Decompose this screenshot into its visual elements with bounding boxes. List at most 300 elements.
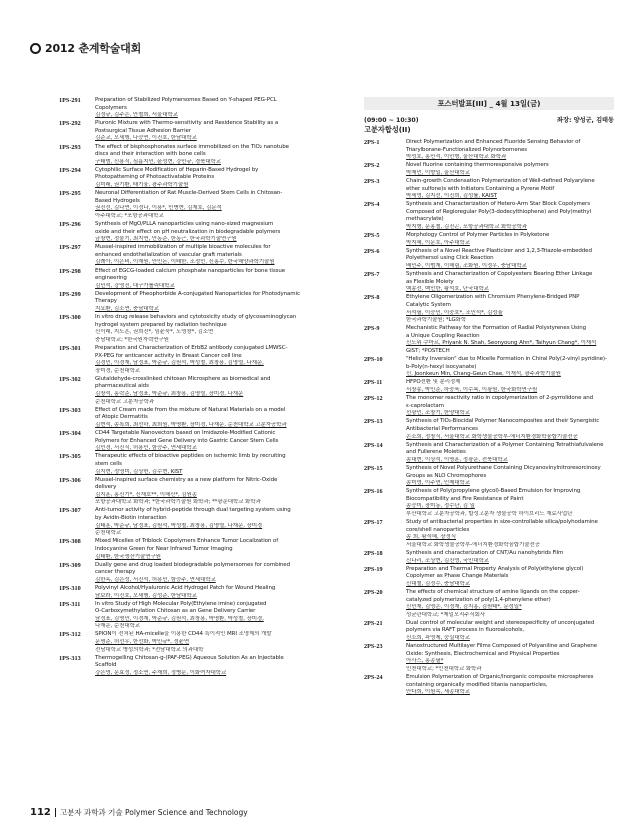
abstract-text-line: 포항공과대학교 화학과; *한국과학기술원 화학과; **광운대학교 화학과 (95, 499, 261, 506)
abstract-body (95, 655, 305, 678)
abstract-code: 1PS-312 (59, 631, 81, 639)
abstract-text-line: Study of antibacterial properties in size-controllable silica/polyhodamine (406, 519, 598, 526)
abstract-entry (59, 655, 305, 678)
author-line: 김미래, 권기환, 태기융, 광주과학기술원 (95, 182, 189, 189)
abstract-body (95, 291, 305, 314)
abstract-text-line: Novel fluorine containing thermoresponsive polymers (406, 162, 549, 169)
abstract-body (95, 453, 305, 476)
abstract-text-line: Polyethersol using Click Reaction (406, 255, 494, 262)
abstract-text-line: Therapy (95, 298, 117, 305)
abstract-text-line: Synthesis and Characterization of Copolyesters Bearing Ether Linkage (406, 271, 593, 278)
abstract-entry (364, 178, 614, 201)
journal-name: 고분자 과학과 기술 Polymer Science and Technology (59, 808, 248, 817)
abstract-code: 2PS-19 (364, 565, 383, 573)
left-column (59, 97, 305, 678)
author-line: 박지형, 문홍철, 김진곤, 포항공과대학교 화학공학과 (406, 224, 528, 231)
abstract-entry (59, 97, 305, 120)
abstract-code: 1PS-300 (59, 314, 81, 322)
abstract-code: 2PS-1 (364, 139, 380, 146)
author-line: 송 희, 황석혜, 장정식 (406, 534, 456, 541)
abstract-code: 1PS-310 (59, 584, 81, 592)
author-line: 남정표, 김명민, 이경재, 박준규, 김원석, 최창용, 박명환, 박성철, 장미경, (95, 615, 264, 622)
abstract-entry (59, 477, 305, 507)
abstract-text-line: Biocompatibility and Fire Resistance of Paint (406, 495, 524, 502)
abstract-entry (364, 620, 614, 643)
abstract-entry (59, 268, 305, 291)
author-line: 신소희, 곽영제, 숭실대학교 (406, 635, 470, 641)
author-line: 지요환, 김소연, 충남대학교 (95, 306, 159, 313)
footer-divider (55, 808, 56, 817)
abstract-code: 2PS-9 (364, 325, 380, 333)
abstract-text-line: Synthesis of a Novel Reactive Plasticizer and 1,2,3-Triazole-embedded (406, 247, 592, 254)
abstract-code: 1PS-295 (59, 190, 81, 198)
abstract-entry (364, 418, 614, 441)
abstract-text-line: Synthesis of Poly(propylene glycol)-Based Emulsion for Improving (406, 488, 581, 495)
abstract-entry (59, 507, 305, 537)
abstract-text-line: delivery (95, 484, 117, 491)
author-line: 금창현, 정물기, 최지연, 안동준, 한동근, 한국과학기술연구원 (95, 236, 237, 243)
abstract-code: 1PS-297 (59, 244, 81, 252)
abstract-body (95, 190, 305, 220)
abstract-text-line: Morphology Control of Polymer Particles in Polyketone (406, 232, 550, 239)
abstract-body (406, 465, 614, 488)
author-line: 김례아, 이은비, 이재원, 안인돈, 이태한, 조정민, 신홍수, 한국해양과학기술원 (95, 259, 275, 266)
abstract-text-line: 장미경, 순천대학교 (95, 367, 141, 374)
abstract-code: 1PS-296 (59, 221, 81, 228)
abstract-body (95, 601, 305, 631)
abstract-entry (364, 325, 614, 355)
abstract-text-line: Mixed Micelles of Triblock Copolymers Enhance Tumor Localization of (95, 538, 279, 545)
abstract-text-line: by Avidin-Biotin interaction (95, 515, 167, 522)
abstract-entry (364, 465, 614, 488)
abstract-text-line: Scaffold (95, 662, 117, 669)
abstract-body (406, 488, 614, 518)
author-line: 손소희, 정창식, 서울대학교 화학생물공학부-에너지환경화학융합기술전공 (406, 433, 578, 440)
abstract-code: 2PS-15 (364, 464, 383, 472)
abstract-text-line: In vitro drug release behaviors and cytotoxicity study of glycosaminoglycan (95, 314, 297, 321)
abstract-text-line: Mussel-inspired immobilization of multiple bioactive molecules for (95, 244, 271, 251)
abstract-text-line: 부산대학교 고분자공학과, 합성고분자 생물공학 하이브리드 재료사업단 (406, 511, 573, 517)
abstract-entry (364, 356, 614, 379)
author-line: 송승미, 장미동, 정수단, 김 일 (406, 503, 475, 510)
abstract-entry (364, 566, 614, 589)
abstract-text-line: Pluronic Mixture with Thermo-sensitivity and Residence Stability as a (95, 120, 279, 127)
author-line: 김현석, 송톡희, 최선하, 최희원, 박명환, 장미경, 나재운, 순천대학교 고분자공학과 (95, 421, 287, 428)
abstract-code: 2PS-16 (364, 488, 383, 496)
abstract-text-line: Triarylborane-Functionalized Polynorbornenes (406, 146, 528, 153)
abstract-body (406, 232, 614, 247)
abstract-code: 2PS-7 (364, 271, 380, 279)
abstract-text-line: 한국과학기술원; *LG화학 (406, 317, 467, 324)
session-time: (09:00 ~ 10:30) (364, 117, 419, 124)
abstract-text-line: methacrylate) (406, 216, 444, 223)
abstract-text-line: enhanced endothelialization of vascular graft materials (95, 251, 242, 258)
abstract-body (95, 407, 305, 430)
abstract-code: 1PS-292 (59, 120, 81, 128)
abstract-entry (59, 430, 305, 453)
abstract-code: 2PS-13 (364, 418, 383, 426)
author-line: 배민주, 이범재, 이해림, 조화원, 이정우, 충남대학교 (406, 263, 527, 269)
abstract-text-line: Glutaldehyde-crosslinked chitosan Microsphere as biomedical and (95, 375, 271, 382)
abstract-text-line: Catalytic System (406, 301, 451, 308)
author-line: 김태훈, 박준규, 남정표, 김원석, 박성철, 최창용, 김명렬, 나재운, 장미경 (95, 522, 263, 529)
abstract-code: 2PS-14 (364, 441, 383, 449)
abstract-entry (364, 248, 614, 271)
abstract-text-line: 순천대학교 고분자공학과 (95, 398, 154, 405)
abstract-body (95, 244, 305, 267)
abstract-text-line: The effects of chemical structure of amine ligands on the copper- (406, 588, 580, 595)
abstract-code: 1PS-306 (59, 476, 81, 484)
author-line: 신, Joonkeun Min, Chang-Geun Chae, 이재석, 광주과학기술원 (406, 371, 561, 378)
author-line: 박재민, 이향일, 울산대학교 (406, 169, 470, 176)
abstract-text-line: Groups as NLO Chromophores (406, 472, 487, 479)
abstract-code: 1PS-298 (59, 267, 81, 275)
abstract-text-line: In vitro Study of High Molecular Poly(Ethylene imine) conjugated (95, 600, 267, 607)
author-line: 김창석, 홍락준, 남정표, 박준규, 최창용, 김명렬, 장미경, 나재운 (95, 391, 244, 398)
abstract-text-line: polymers via RAFT process in fluoroalcohols, (406, 627, 525, 634)
abstract-entry (59, 376, 305, 406)
abstract-body (95, 538, 305, 561)
author-line: 김민석, 강영진, 대구가톨릭대학교 (95, 282, 175, 289)
abstract-entry (364, 379, 614, 394)
page-header (30, 40, 141, 56)
right-entry-list (364, 139, 614, 697)
abstract-text-line: PX-PEG for anticancer activity in Breast Cancer cell line (95, 352, 242, 359)
abstract-body (95, 97, 305, 120)
abstract-entry (364, 162, 614, 177)
abstract-body (406, 271, 614, 294)
abstract-text-line: Emulsion Polymerization of Organic/Inorganic composite microspheres (406, 673, 594, 680)
abstract-text-line: Preparation and Thermal Property Analysis of Poly(ethylene glycol) (406, 565, 584, 572)
author-line: 신민재, 김영은, 이정재, 김지홍, 김원태*, 문성일* (406, 604, 522, 611)
author-line: 남보라, 이진호, 오세행, 김성준, 한남대학교 (95, 592, 197, 599)
abstract-entry (364, 232, 614, 247)
abstract-body (406, 674, 614, 697)
abstract-text-line: Direct Polymerization and Enhanced Fluoride Sensing Behavior of (406, 139, 581, 145)
author-line: 김태환, 한국생산기술연구원 (95, 553, 161, 560)
abstract-body (95, 631, 305, 654)
abstract-entry (59, 631, 305, 654)
author-line: 박세영, 김지선, 이진희, 김성률, KAIST (406, 193, 497, 200)
author-line: 서창송, 박인준, 하중욱, 이수복, 이광원, 한국화학연구원 (406, 387, 538, 393)
abstract-text-line: as Flexible Moiety (406, 278, 454, 285)
author-line: 안다희, 이원목, 세종대학교 (406, 689, 470, 696)
abstract-text-line: Based Hydrogels (95, 197, 140, 204)
abstract-text-line: Preparation of Stabilized Polymersomes Based on Y-shaped PEG-PCL (95, 97, 277, 103)
abstract-body (406, 589, 614, 619)
abstract-text-line: ε-caprolactam (406, 402, 444, 409)
abstract-code: 1PS-311 (59, 600, 81, 608)
abstract-entry (364, 674, 614, 697)
abstract-body (95, 144, 305, 167)
abstract-text-line: "Helicity Inversion" due to Micelle Formation in Chiral Poly(2-vinyl pyridine)- (406, 356, 607, 363)
abstract-body (406, 550, 614, 565)
abstract-body (406, 356, 614, 379)
author-line: 신도위 쿠마르, Priyank N. Shah, Seonyoung Ahn*, Taihyun Chang*, 이재석 (406, 340, 597, 347)
abstract-entry (59, 314, 305, 344)
abstract-code: 1PS-309 (59, 561, 81, 569)
abstract-code: 1PS-301 (59, 345, 81, 352)
abstract-entry (364, 488, 614, 518)
abstract-entry (364, 139, 614, 162)
abstract-code: 2PS-8 (364, 294, 380, 302)
abstract-body (406, 139, 614, 162)
session-title-bar: 포스터발표[III] _ 4월 13일(금) (364, 97, 614, 110)
abstract-entry (59, 144, 305, 167)
abstract-text-line: Polymers for Enhanced Gene Delivery into Gastric Cancer Stem Cells (95, 437, 279, 444)
abstract-text-line: Synthesis and characterization of CNT/Au nanohybrids Film (406, 549, 564, 556)
abstract-entry (59, 190, 305, 220)
abstract-text-line: 순천대학교 (95, 530, 122, 537)
author-line: 신대철, 김정수, 충남대학교 (406, 580, 470, 587)
abstract-code: 1PS-304 (59, 430, 81, 438)
author-line: 권진선, 김나연, 이정나, 이용*, 민병현, 김재호, 김문석 (95, 205, 222, 212)
abstract-code: 2PS-11 (364, 379, 383, 387)
abstract-code: 2PS-18 (364, 549, 383, 557)
abstract-code: 2PS-24 (364, 673, 383, 681)
abstract-text-line: Dual control of molecular weight and stereospecificity of unconjugated (406, 619, 595, 626)
abstract-body (95, 376, 305, 406)
abstract-text-line: Photopatterning of Photoactivatable Proteins (95, 174, 215, 181)
abstract-code: 1PS-291 (59, 97, 81, 104)
abstract-code: 1PS-313 (59, 654, 81, 662)
abstract-text-line: core/shell nanoparticles (406, 526, 470, 533)
abstract-body (406, 248, 614, 271)
abstract-entry (59, 601, 305, 631)
abstract-entry (59, 345, 305, 375)
author-line: 서석필, 이승민, 이중호*, 조민석*, 김성율 (406, 309, 503, 316)
session-name: 고분자합성(II) (364, 125, 411, 134)
abstract-text-line: Neuronal Differentiation of Rat Muscle-Derived Stem Cells in Chitosan- (95, 190, 283, 197)
abstract-body (406, 442, 614, 465)
abstract-text-line: Anti-tumor activity of hybrid-peptide through dual targeting system using (95, 507, 291, 514)
abstract-code: 2PS-10 (364, 356, 383, 364)
abstract-body (95, 345, 305, 375)
session-chairs: 좌장: 양성군, 김태동 (557, 117, 614, 124)
author-line: 문명준, 허선우, 한선화, 박민규*, 정윤연 (95, 639, 190, 646)
abstract-text-line: hydrogel system prepared by radiation technique (95, 321, 227, 328)
abstract-body (406, 325, 614, 355)
abstract-body (95, 585, 305, 600)
page-footer (30, 807, 248, 818)
abstract-code: 1PS-308 (59, 538, 81, 546)
abstract-code: 1PS-293 (59, 143, 81, 151)
abstract-entry (59, 453, 305, 476)
abstract-body (95, 221, 305, 244)
author-line: 강은영, 문효정, 정소연, 주재희, 정병문, 이화여자대학교 (95, 669, 227, 676)
abstract-text-line: Mussel-inspired surface chemistry as a new platform for Nitric-Oxide (95, 476, 278, 483)
abstract-code: 2PS-4 (364, 201, 380, 209)
abstract-code: 2PS-3 (364, 177, 380, 185)
abstract-entry (364, 395, 614, 418)
abstract-body (95, 562, 305, 585)
author-line: 선광민, 조창기, 한양대학교 (406, 410, 470, 417)
abstract-code: 2PS-23 (364, 643, 383, 651)
abstract-body (406, 519, 614, 549)
abstract-body (95, 477, 305, 507)
abstract-text-line: cancer therapy (95, 569, 136, 576)
abstract-text-line: Postsurgical Tissue Adhesion Barrier (95, 127, 191, 134)
abstract-text-line: Polyvinyl Alcohol/Hyaluronic Acid Hydrogel Patch for Wound Healing (95, 584, 276, 591)
abstract-entry (59, 407, 305, 430)
abstract-text-line: Copolymer as Phase Change Materials (406, 573, 509, 580)
abstract-text-line: SPION이 전처된 HA-micelle을 이용한 CD44 특이적인 MRI 조영제의 개발 (95, 631, 272, 638)
author-line: 김경민, 이경재, 남정표, 박준규, 김원석, 박성철, 최창용, 김명렬, 나재운, (95, 360, 264, 367)
abstract-code: 2PS-6 (364, 247, 380, 255)
abstract-entry (364, 271, 614, 294)
abstract-entry (59, 538, 305, 561)
abstract-text-line: Synthesis of Novel Polyurethane Containing Dicyanovinylnitroresorcinoxy (406, 464, 601, 471)
abstract-entry (59, 585, 305, 600)
abstract-entry (364, 550, 614, 565)
abstract-text-line: Oxide: Synthesis, Electrochemical and Physical Properties (406, 650, 560, 657)
abstract-code: 2PS-2 (364, 162, 380, 170)
abstract-text-line: engineering (95, 275, 127, 282)
abstract-text-line: GIST; *POSTECH (406, 348, 450, 355)
abstract-entry (364, 294, 614, 324)
abstract-body (406, 643, 614, 673)
abstract-body (406, 162, 614, 177)
abstract-text-line: 성균관대학교; *제일모직주식회사 (406, 611, 486, 618)
abstract-code: 2PS-17 (364, 519, 383, 527)
abstract-text-line: 전남대학교 병성의학과; *전남대학교 의과대학 (95, 646, 204, 653)
abstract-entry (364, 201, 614, 231)
abstract-body (95, 268, 305, 291)
author-line: 김민경, 서진식, 허용민, 함승주, 연세대학교 (95, 445, 197, 452)
abstract-body (406, 178, 614, 201)
author-line: 김준교, 오세행, 나승연, 이진호, 한남대학교 (95, 135, 197, 142)
abstract-text-line: 아주대학교; *포항공과대학교 (95, 212, 164, 219)
abstract-text-line: Indocyanine Green for Near Infrared Tumor Imaging (95, 545, 233, 552)
abstract-text-line: Antibacterial Performances (406, 425, 478, 432)
abstract-text-line: b-Poly(n-hexyl isocyanate) (406, 363, 477, 370)
session-info (364, 116, 614, 125)
abstract-text-line: HFPO전환 및 분리정제 (406, 379, 461, 386)
abstract-code: 1PS-303 (59, 406, 81, 414)
abstract-body (406, 620, 614, 643)
abstract-body (406, 418, 614, 441)
abstract-entry (59, 244, 305, 267)
abstract-text-line: Mechanistic Pathway for the Formation of Radial Polystyrenes Using (406, 325, 587, 332)
abstract-text-line: Cytophilic Surface Modification of Heparin-Based Hydrogel by (95, 166, 259, 173)
author-line: 박지혜, 이문호, 아주대학교 (406, 239, 470, 246)
abstract-text-line: stem cells (95, 460, 122, 467)
abstract-text-line: 인천대학교; *인천대학교 화학과 (406, 665, 482, 672)
abstract-code: 1PS-305 (59, 453, 81, 461)
abstract-text-line: and Fullerene Moieties (406, 449, 466, 456)
author-line: 김지훈, 홍신기*, 신재호**, 이해신*, 김원종 (95, 491, 197, 498)
abstract-code: 2PS-5 (364, 232, 380, 240)
abstract-text-line: of Atopic Dermatitis (95, 414, 148, 421)
abstract-code: 2PS-20 (364, 588, 383, 596)
abstract-entry (59, 291, 305, 314)
abstract-text-line: Synthesis of MgO/PLLA nanoparticles using nano-sized magnesium (95, 221, 274, 227)
abstract-text-line: Development of Pheophorbide A-conjugated Nanoparticles for Photodynamic (95, 290, 300, 297)
author-line: 구태범, 신용식, 심흡지인, 윤성현, 강민규, 경북대학교 (95, 158, 221, 165)
abstract-code: 2PS-21 (364, 619, 383, 627)
abstract-text-line: 신이래, 지도흔, 권희진*, 임윤묵*, 노영창*, 김소연 (95, 329, 214, 336)
abstract-text-line: ether sulfone)s with Initiators Containing a Pyrene Motif (406, 185, 555, 192)
author-line: 김정규, 김주은, 안철희, 서울대학교 (95, 112, 178, 119)
abstract-text-line: Effect of Cream made from the mixture of Natural Materials on a model (95, 406, 286, 413)
author-line: 김한옥, 김은성, 서진석, 허용민, 함승주, 연세대학교 (95, 576, 216, 583)
abstract-text-line: The effect of bisphosphonates surface immobilized on the TiO₂ nanotube (95, 143, 289, 150)
abstract-code: 1PS-294 (59, 166, 81, 174)
abstract-text-line: The monomer reactivity ratio in copolymerization of 2-pyrrolidone and (406, 395, 594, 402)
abstract-text-line: a Unique Coupling Reaction (406, 332, 480, 339)
abstract-code: 1PS-302 (59, 375, 81, 383)
abstract-text-line: Synthesis and Characterization of a Polymer Containing Tetrathiafulvalene (406, 441, 604, 448)
abstract-text-line: Effect of EGCG-loaded calcium phosphate nanoparticles for bone tissue (95, 267, 286, 274)
abstract-entry (364, 442, 614, 465)
abstract-text-line: Thermogelling Chitosan-g-(PAF-PEG) Aqueous Solution As an Injectable (95, 654, 284, 661)
abstract-code: 1PS-299 (59, 290, 81, 298)
abstract-entry (364, 589, 614, 619)
abstract-text-line: discs and their interaction with bone cells (95, 151, 206, 158)
abstract-body (95, 314, 305, 344)
abstract-body (95, 430, 305, 453)
abstract-text-line: catalyzed polymerization of poly(1,4-phenylene ether) (406, 596, 551, 603)
abstract-entry (364, 643, 614, 673)
author-line: 박성호, 홍민석, 이민형, 울산대학교 화학과 (406, 154, 507, 161)
abstract-text-line: Preparation and Characterization of ErbB2 antibody conjugated LMWSC- (95, 345, 288, 351)
abstract-body (95, 120, 305, 143)
abstract-code: 1PS-307 (59, 507, 81, 515)
abstract-body (406, 201, 614, 231)
author-line: 김지현, 정영미, 김상헌, 김수현, KIST (95, 468, 183, 475)
abstract-text-line: Synthesis of TiO₂-Biocidal Polymer Nanocomposites and their Synergistic (406, 418, 600, 425)
abstract-entry (59, 120, 305, 143)
abstract-text-line: oxide and their effect on pH neutralization in biodegradable polymers (95, 228, 281, 235)
abstract-body (406, 379, 614, 394)
abstract-text-line: Synthesis and Characterization of Hetero-Arm Star Block Copolymers (406, 201, 590, 208)
abstract-text-line: 서울대학교 화학생물공학부-에너지환경화학융합기술전공 (406, 541, 540, 548)
author-line: 백송선, 백민한, 황석호, 단국대학교 (406, 286, 489, 293)
abstract-body (406, 395, 614, 418)
abstract-text-line: Ethylene Oligomerization with Chromium Phenylene-Bridged PNP (406, 294, 580, 301)
circle-bullet-icon (30, 43, 41, 54)
author-line: 송대현, 이상석, 이명훈, 정광운, 전북대학교 (406, 456, 508, 463)
author-line: 신나리, 조상현, 김진영, 국민대학교 (406, 557, 489, 564)
abstract-text-line: Chain-growth Condensation Polymerization of Well-defined Polyarylene (406, 177, 595, 184)
abstract-body (406, 566, 614, 589)
abstract-text-line: Therapeutic effects of bioactive peptides on ischemic limb by recruiting (95, 453, 286, 460)
header-title: 2012 춘계학술대회 (45, 42, 142, 55)
author-line: 송미영, 이주연, 인제대학교 (406, 480, 470, 487)
abstract-text-line: Composed of Regioregular Poly(3-dodecylthiophene) and Poly(methyl (406, 208, 591, 215)
abstract-entry (59, 167, 305, 190)
abstract-entry (59, 562, 305, 585)
abstract-text-line: O-Carboxymethylation Chitosan as an Gene Delivery Carrier (95, 608, 256, 615)
abstract-body (406, 294, 614, 324)
abstract-entry (364, 519, 614, 549)
abstract-text-line: CD44 Targetable Nanovectors based on Imidazole-Modified Cationic (95, 430, 276, 437)
abstract-text-line: Dually gene and drug loaded biodegradable polymersomes for combined (95, 561, 290, 568)
abstract-text-line: containing organically modified titania nanoparticles, (406, 681, 548, 688)
right-column (364, 97, 614, 697)
abstract-text-line: Copolymers (95, 104, 127, 111)
abstract-body (95, 167, 305, 190)
abstract-text-line: Nanostructured Multilayer Films Composed of Polyaniline and Graphene (406, 643, 598, 650)
abstract-body (95, 507, 305, 537)
author-line: 아사스, 홍종필* (406, 658, 444, 665)
abstract-text-line: 나재운, 순천대학교 (95, 623, 141, 630)
abstract-text-line: 충남대학교; *한국원자력연구원 (95, 336, 169, 343)
abstract-entry (59, 221, 305, 244)
abstract-code: 2PS-12 (364, 395, 383, 403)
abstract-text-line: pharmaceutical aids (95, 383, 149, 390)
page-number: 112 (30, 807, 51, 818)
